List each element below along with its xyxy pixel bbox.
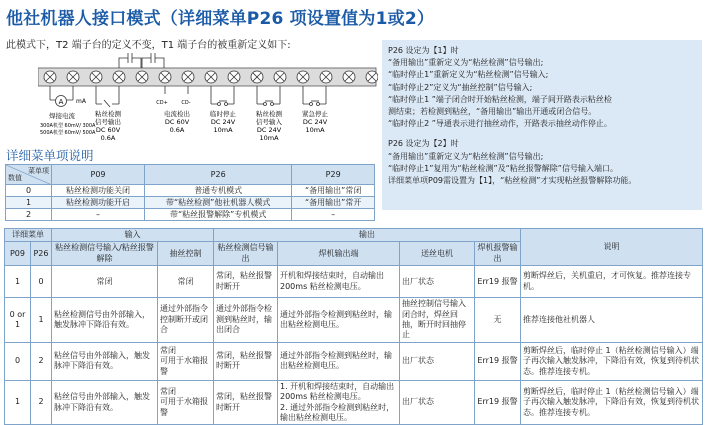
col-p09: P09 (52, 165, 145, 185)
input1-cell: 粘丝信号由外部输入，触发脉冲下降沿有效。 (52, 380, 158, 425)
box-line: “临时停止1”复用为“粘丝检测”及“粘丝报警解除”信号输入端口。 (388, 163, 618, 173)
terminal-label: 临时停止 (210, 110, 236, 118)
terminal-label: 10mA (259, 134, 279, 142)
output4-cell: Err19 报警 (475, 266, 521, 298)
output2-cell: 通过外部指令检测到粘丝时，输出粘丝检测电压。 (278, 342, 400, 380)
note-cell: 剪断焊丝后，临时停止 1（粘丝检测信号输入）端子再次输入触发脉冲，下降沿有效，恢复到待机状态。推荐连接专机。 (521, 342, 703, 380)
terminal-labels (95, 109, 329, 142)
p29-cell: “备用输出”常闭 (292, 185, 375, 197)
terminal-label: 紧急停止 (302, 110, 328, 118)
value-cell: 2 (6, 209, 52, 221)
terminal-label: 10mA (305, 126, 325, 134)
header-pull-control: 抽丝控制 (158, 242, 214, 266)
p26-explanation-box (382, 40, 702, 210)
table-row (6, 209, 375, 221)
subtitle: 此模式下，T2 端子台的定义不变，T1 端子台的被重新定义如下: (6, 40, 291, 51)
terminal-label: 信号输出 (95, 118, 121, 126)
box-line: “备用输出”重新定义为“粘丝检测”信号输出; (388, 58, 544, 68)
terminal-label: DC 24V (210, 118, 236, 126)
p26-cell: 1 (31, 298, 52, 343)
table-row (6, 185, 375, 197)
output1-cell: 常闭，粘丝报警时断开 (214, 342, 278, 380)
ma-label: mA (76, 98, 86, 105)
terminal-label: 粘丝检测 (95, 110, 121, 118)
cd-minus-label: CD- (181, 100, 191, 106)
header-alarm-output: 焊机报警输出 (475, 242, 521, 266)
page-title: 他社机器人接口模式（详细菜单P26 项设置值为1或2） (6, 9, 435, 29)
p09-cell: 粘丝检测功能开启 (52, 197, 145, 209)
box-line: P26 设定为【1】时 (388, 46, 459, 55)
p09-cell: – (52, 209, 145, 221)
corner-top-label: 菜单项 (28, 167, 49, 175)
header-p09: P09 (5, 242, 31, 266)
header-wire-motor: 送丝电机 (400, 242, 475, 266)
p29-cell: “备用输出”常开 (292, 197, 375, 209)
input2-cell: 常闭 (158, 266, 214, 298)
terminal-label: 信号输入 (256, 118, 282, 126)
box-line: “临时停止2”定义为“抽丝控制”信号输入; (388, 82, 533, 92)
output2-cell: 1. 开机和焊接结束时，自动输出 200ms 粘丝检测电压。 2. 通过外部指令检测到粘丝时，输出粘丝检测电压。 (278, 380, 400, 425)
header-sticking-output: 粘丝检测信号输出 (214, 242, 278, 266)
cd-plus-label: CD+ (156, 100, 168, 106)
terminal-block-diagram (38, 48, 378, 148)
box-line: “临时停止1 ”端子闭合时开始粘丝检测，端子间开路表示粘丝检 (388, 94, 612, 104)
header-welder-output: 焊机输出端 (278, 242, 400, 266)
corner-bottom-label: 数值 (8, 174, 22, 182)
box-line: 详细菜单项P09需设置为【1】，“粘丝检测”才实现粘丝报警解除功能。 (388, 176, 637, 186)
output3-cell: 出厂状态 (400, 380, 475, 425)
corner-cell (6, 165, 52, 185)
terminal-label: 粘丝检测 (256, 110, 282, 118)
terminal-label: 10mA (213, 126, 233, 134)
header-sticking-input: 粘丝检测信号输入/粘丝报警解除 (52, 242, 158, 266)
p26-cell: 普通专机模式 (145, 185, 292, 197)
p26-cell: 带“粘丝报警解除”专机模式 (145, 209, 292, 221)
p09-cell: 1 (5, 380, 31, 425)
table-row (5, 342, 703, 380)
note-cell: 剪断焊丝后，临时停止 1（粘丝检测信号输入）端子再次输入触发脉冲，下降沿有效，恢复到待机状态。推荐连接专机。 (521, 380, 703, 425)
input2-cell: 常闭 可用于水箱报警 (158, 342, 214, 380)
header-note: 说明 (521, 229, 703, 266)
output4-cell: Err19 报警 (475, 342, 521, 380)
terminal-label: DC 24V (256, 126, 282, 134)
p09-cell: 0 or 1 (5, 298, 31, 343)
p09-cell: 0 (5, 342, 31, 380)
table-row (5, 298, 703, 343)
table-header-row (5, 229, 703, 242)
box-line: P26 设定为【2】时 (388, 139, 459, 149)
output4-cell: Err19 报警 (475, 380, 521, 425)
p26-cell: 0 (31, 266, 52, 298)
box-line: “临时停止1”重新定义为“粘丝检测”信号输入; (388, 70, 549, 80)
current-spec-300: 300A机型 60mV/ 300A (40, 123, 96, 129)
note-cell: 剪断焊丝后，关机重启，才可恢复。推荐连接专机。 (521, 266, 703, 298)
section-title: 详细菜单项说明 (6, 148, 94, 163)
terminal-label: 0.6A (169, 126, 185, 134)
p29-cell: – (292, 209, 375, 221)
terminal-label: 0.6A (100, 134, 116, 142)
output1-cell: 常闭，粘丝报警时断开 (214, 266, 278, 298)
output3-cell: 出厂状态 (400, 342, 475, 380)
table-row (5, 266, 703, 298)
detail-io-table (4, 228, 703, 425)
output2-cell: 通过外部指令检测到粘丝时，输出粘丝检测电压。 (278, 298, 400, 343)
value-cell: 0 (6, 185, 52, 197)
input1-cell: 粘丝信号由外部输入，触发脉冲下降沿有效。 (52, 342, 158, 380)
box-line: “备用输出”重新定义为“粘丝检测”信号输出; (388, 151, 544, 161)
input1-cell: 粘丝检测信号由外部输入，触发脉冲下降沿有效。 (52, 298, 158, 343)
input2-cell: 通过外部指令控制断开或闭合 (158, 298, 214, 343)
output3-cell: 出厂状态 (400, 266, 475, 298)
header-input: 输入 (52, 229, 214, 242)
p26-cell: 带“粘丝检测”他社机器人模式 (145, 197, 292, 209)
output1-cell: 常闭，粘丝报警时断开 (214, 380, 278, 425)
note-cell: 推荐连接他社机器人 (521, 298, 703, 343)
table-row (5, 380, 703, 425)
header-p26: P26 (31, 242, 52, 266)
current-spec-500: 500A机型 60mV/ 500A (40, 130, 96, 136)
terminal-label: 电流检出 (164, 110, 190, 118)
p26-cell: 2 (31, 380, 52, 425)
current-label: 焊接电流 (49, 112, 75, 120)
terminal-label: DC 60V (95, 126, 121, 134)
ammeter-symbol: A (58, 98, 64, 106)
p09-cell: 粘丝检测功能关闭 (52, 185, 145, 197)
header-output: 输出 (214, 229, 521, 242)
value-cell: 1 (6, 197, 52, 209)
input2-cell: 常闭 可用于水箱报警 (158, 380, 214, 425)
table-row (6, 197, 375, 209)
input1-cell: 常闭 (52, 266, 158, 298)
col-p29: P29 (292, 165, 375, 185)
output1-cell: 通过外部指令检测到粘丝时，输出闭合 (214, 298, 278, 343)
output2-cell: 开机和焊接结束时，自动输出200ms 粘丝检测电压。 (278, 266, 400, 298)
output4-cell: 无 (475, 298, 521, 343)
terminal-label: DC 24V (302, 118, 328, 126)
terminal-screws (44, 71, 378, 83)
box-line: “临时停止2 ”导通表示进行抽丝动作，开路表示抽丝动作停止。 (388, 119, 612, 129)
p09-cell: 1 (5, 266, 31, 298)
col-p26: P26 (145, 165, 292, 185)
table-header-row (6, 165, 375, 185)
header-menu: 详细菜单 (5, 229, 52, 242)
terminal-label: DC 60V (164, 118, 190, 126)
p26-cell: 2 (31, 342, 52, 380)
menu-value-table (5, 164, 375, 221)
box-line: 测结束；若检测到粘丝，“备用输出”输出开通或闭合信号。 (388, 107, 597, 117)
output3-cell: 抽丝控制信号输入闭合时，焊丝回抽，断开时回抽停止 (400, 298, 475, 343)
